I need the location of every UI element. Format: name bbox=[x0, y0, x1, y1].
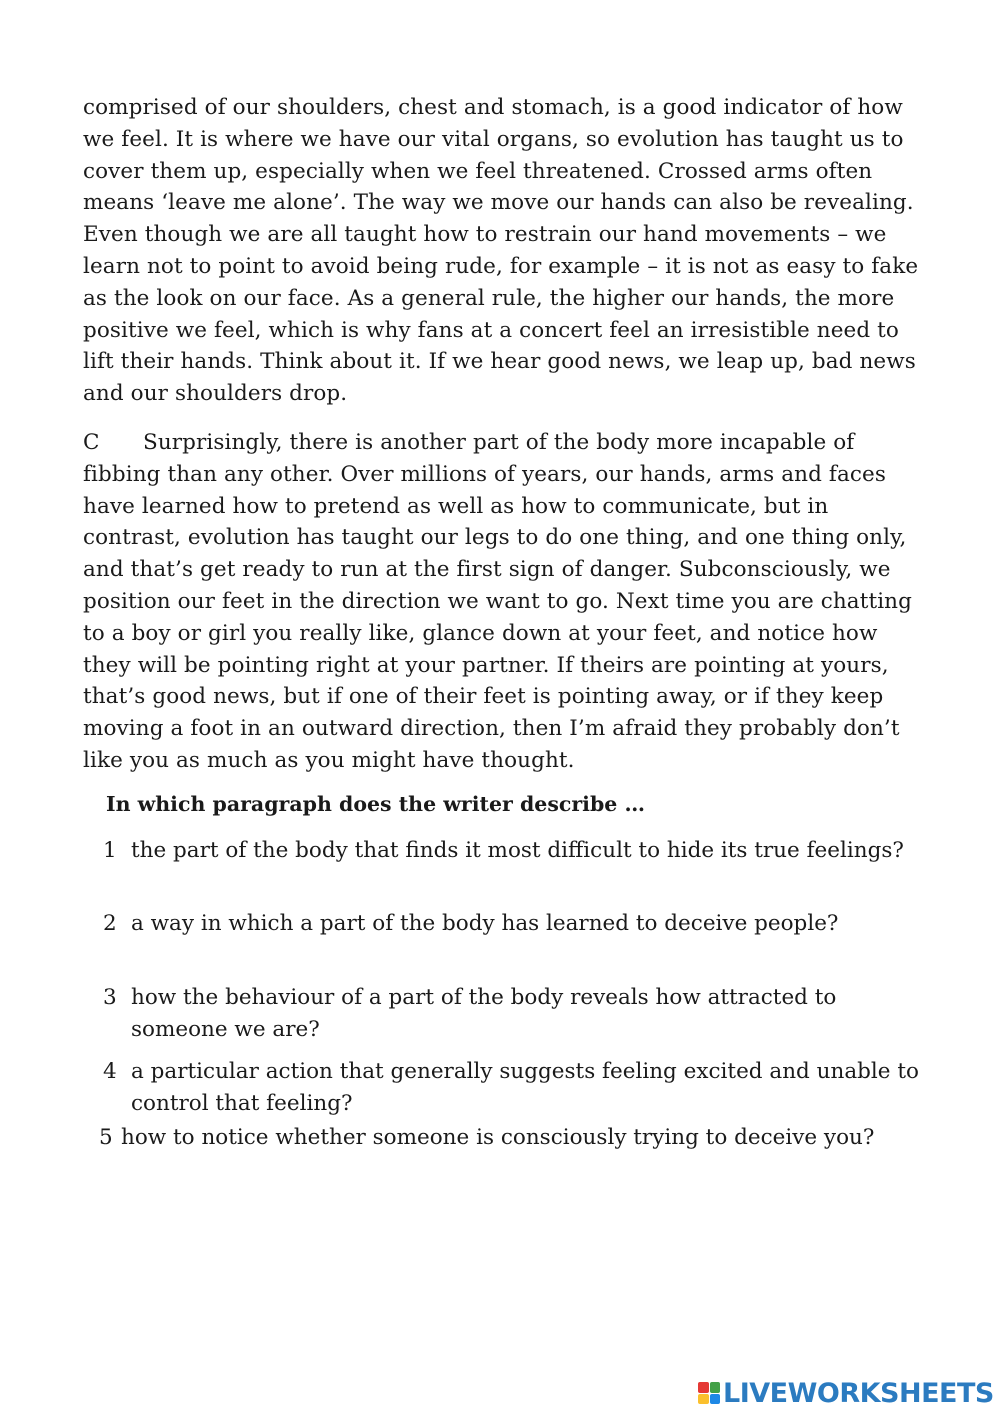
question-number: 2 bbox=[103, 911, 117, 936]
question-text: the part of the body that finds it most difficult to hide its true feelings? bbox=[131, 838, 904, 863]
paragraph-c-text: Surprisingly, there is another part of the body more incapable of fibbing than any other. Over millions of years, our hands, arms and faces have learned how to pretend as well as how to communicate, but in contrast, evolution has taught our legs to do one thing, and one thing only, and that’s get ready to run at the first sign of danger. Subconsciously, we position our feet in the direction we want to go. Next time you are chatting to a boy or girl you really like, glance down at your feet, and notice how they will be pointing right at your partner. If theirs are pointing at yours, that’s good news, but if one of their feet is pointing away, or if they keep moving a foot in an outward direction, then I’m afraid they probably don’t like you as much as you might have thought. bbox=[83, 430, 912, 773]
question-number: 4 bbox=[103, 1059, 117, 1084]
question-text: a particular action that generally suggests feeling excited and unable to control that feeling? bbox=[131, 1059, 919, 1116]
question-item bbox=[103, 1056, 933, 1119]
paragraph-b-text: comprised of our shoulders, chest and stomach, is a good indicator of how we feel. It is where we have our vital organs, so evolution has taught us to cover them up, especially when we feel threatened. Crossed arms often means ‘leave me alone’. The way we move our hands can also be revealing. Even though we are all taught how to restrain our hand movements – we learn not to point to avoid being rude, for example – it is not as easy to fake as the look on our face. As a general rule, the higher our hands, the more positive we feel, which is why fans at a concert feel an irresistible need to lift their hands. Think about it. If we hear good news, we leap up, bad news and our shoulders drop. bbox=[83, 95, 919, 407]
watermark-text: LIVEWORKSHEETS bbox=[723, 1377, 994, 1409]
question-number: 3 bbox=[103, 985, 117, 1010]
question-item bbox=[103, 835, 933, 867]
question-item bbox=[103, 982, 933, 1045]
question-item bbox=[103, 908, 933, 940]
liveworksheets-watermark bbox=[698, 1376, 994, 1410]
question-item bbox=[99, 1122, 929, 1154]
liveworksheets-logo-icon bbox=[698, 1382, 720, 1404]
question-text: how the behaviour of a part of the body reveals how attracted to someone we are? bbox=[131, 985, 837, 1042]
question-text: a way in which a part of the body has learned to deceive people? bbox=[131, 911, 839, 936]
paragraph-c bbox=[83, 427, 928, 777]
paragraph-letter: C bbox=[83, 430, 100, 455]
questions-heading: In which paragraph does the writer describe … bbox=[106, 792, 645, 816]
paragraph-b bbox=[83, 92, 928, 410]
question-number: 1 bbox=[103, 838, 117, 863]
question-number: 5 bbox=[99, 1125, 113, 1150]
question-text: how to notice whether someone is consciously trying to deceive you? bbox=[121, 1125, 875, 1150]
